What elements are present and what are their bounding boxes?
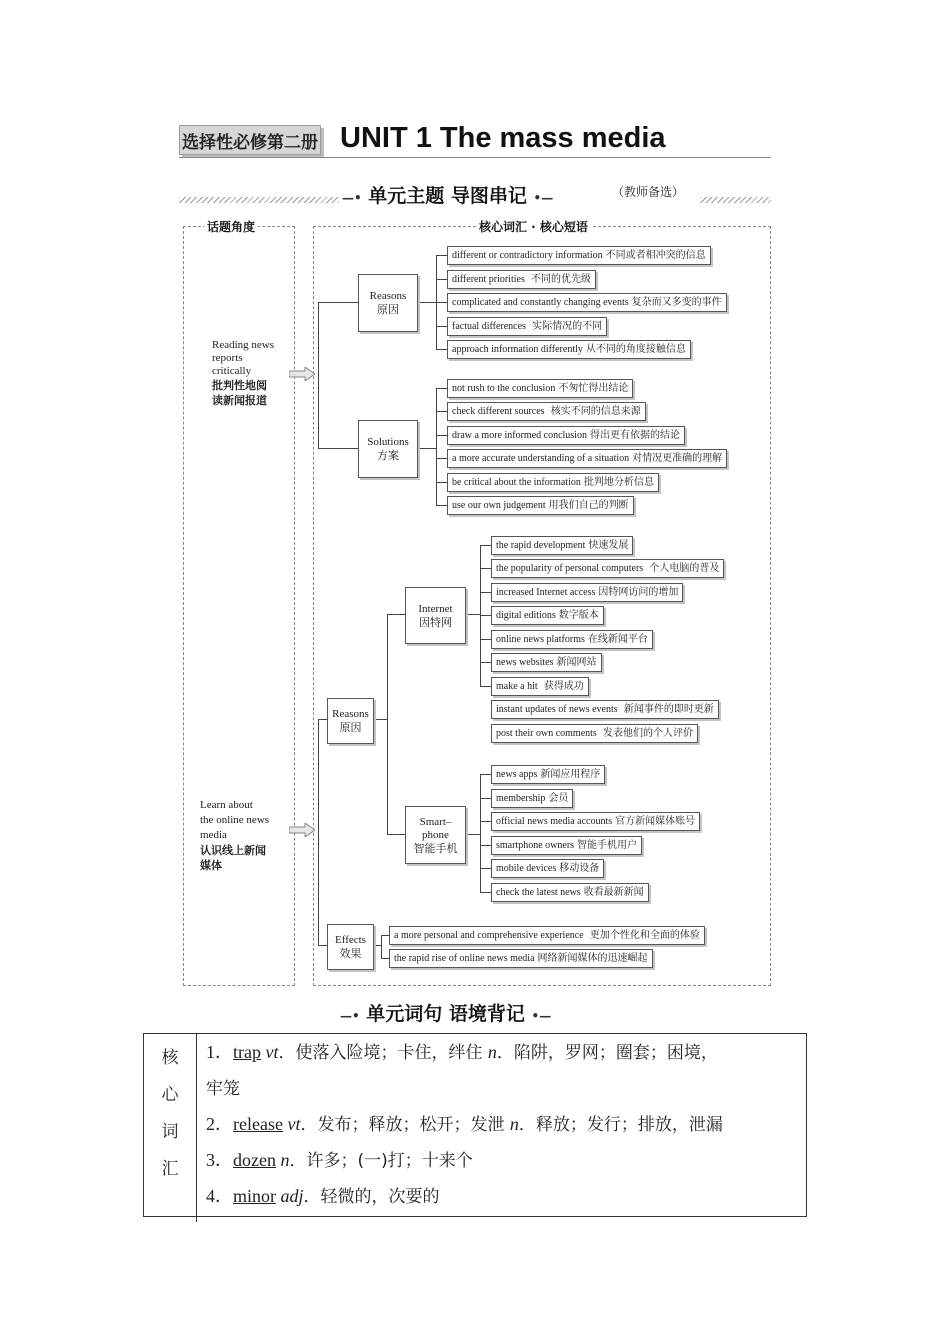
connector — [436, 411, 447, 412]
topic-cn-line: 批判性地阅 — [212, 379, 267, 392]
topic-en-line: media — [200, 829, 227, 841]
leaf-cn: 更加个性化和全面的体验 — [586, 930, 700, 941]
leaf-item — [447, 293, 727, 312]
connector — [436, 326, 447, 327]
entry-definition: ．轻微的，次要的 — [303, 1187, 440, 1207]
leaf-en: different or contradictory information — [452, 250, 603, 261]
entry-pos: n — [487, 1042, 497, 1062]
heading-dot-icon: •— — [531, 1009, 552, 1023]
connector — [372, 719, 387, 720]
leaf-cn: 核实不同的信息来源 — [547, 406, 641, 417]
leaf-en: digital editions — [496, 610, 556, 621]
leaf-en: make a hit — [496, 681, 538, 692]
topic-cn-line: 媒体 — [200, 859, 222, 872]
node-en: Smart– — [419, 815, 452, 828]
leaf-cn: 官方新闻媒体账号 — [615, 816, 696, 827]
leaf-item — [491, 700, 719, 719]
teacher-note: （教师备选） — [612, 185, 685, 199]
connector — [464, 614, 480, 615]
connector — [480, 545, 491, 546]
category-char: 汇 — [161, 1159, 179, 1179]
connector — [480, 892, 491, 893]
connector — [480, 686, 491, 687]
topic-online-news — [200, 798, 269, 873]
leaf-item — [447, 426, 685, 445]
leaf-cn: 批判地分析信息 — [583, 477, 654, 488]
leaf-item — [447, 496, 634, 515]
entry-definition: ．许多；(一)打；十来个 — [289, 1151, 473, 1171]
connector — [480, 774, 491, 775]
leaf-en: not rush to the conclusion — [452, 383, 556, 394]
leaf-en: official news media accounts — [496, 816, 613, 827]
connector — [318, 945, 327, 946]
node-cn: 原因 — [377, 303, 399, 316]
topic-en-line: the online news — [200, 814, 270, 826]
topic-en-line: Learn about — [200, 799, 253, 811]
connector — [480, 639, 491, 640]
leaf-cn: 实际情况的不同 — [528, 321, 603, 332]
connector — [416, 448, 436, 449]
leaf-en: instant updates of news events — [496, 704, 618, 715]
leaf-cn: 新闻网站 — [556, 657, 597, 668]
topic-reading-news — [212, 339, 274, 408]
leaf-en: post their own comments — [496, 728, 597, 739]
heading-dot-icon: •— — [533, 191, 554, 205]
connector — [318, 302, 319, 448]
connector — [480, 568, 491, 569]
connector — [436, 482, 447, 483]
title-rule — [179, 157, 771, 158]
leaf-en: use our own judgement — [452, 500, 546, 511]
connector — [436, 388, 437, 505]
leaf-item — [491, 653, 602, 672]
connector — [436, 458, 447, 459]
leaf-en: the rapid development — [496, 540, 586, 551]
topic-panel-title: 话题角度 — [204, 218, 258, 235]
topic-en-line: critically — [212, 365, 252, 377]
connector — [436, 302, 447, 303]
entry-definition: ．使落入险境；卡住，绊住 — [278, 1043, 488, 1063]
leaf-en: be critical about the information — [452, 477, 581, 488]
connector — [436, 505, 447, 506]
section-heading-mindmap — [342, 181, 553, 208]
leaf-cn: 不同的优先级 — [527, 274, 592, 285]
category-char: 词 — [161, 1122, 179, 1142]
node-cn: 因特网 — [419, 615, 452, 629]
leaf-item — [491, 883, 649, 902]
connector — [318, 719, 327, 720]
node-cn: 方案 — [377, 449, 399, 462]
vocab-entry-continued — [206, 1070, 240, 1108]
connector — [480, 821, 491, 822]
node-solutions — [358, 420, 418, 478]
entry-pos: vt — [265, 1042, 279, 1062]
entry-pos: n — [509, 1114, 519, 1134]
node-en: Internet — [418, 602, 453, 615]
entry-definition: ．释放；发行；排放，泄漏 — [518, 1115, 723, 1135]
leaf-item — [491, 859, 604, 878]
topic-cn-line: 认识线上新闻 — [200, 844, 266, 857]
connector — [381, 958, 389, 959]
node-en: Reasons — [332, 708, 369, 720]
connector — [436, 388, 447, 389]
node-en: phone — [422, 828, 449, 841]
category-char: 核 — [161, 1048, 179, 1068]
node-reasons-online — [327, 698, 374, 744]
leaf-item — [491, 724, 698, 743]
heading-dot-icon: —• — [342, 191, 362, 205]
leaf-item — [491, 583, 683, 602]
connector — [387, 834, 405, 835]
leaf-cn: 得出更有依据的结论 — [589, 430, 680, 441]
leaf-cn: 获得成功 — [540, 681, 584, 692]
leaf-item — [447, 379, 633, 398]
connector — [318, 719, 319, 945]
vocab-panel-title: 核心词汇 · 核心短语 — [476, 218, 591, 235]
entry-number: 1． — [206, 1042, 233, 1062]
leaf-item — [447, 340, 691, 359]
vocab-entry — [206, 1142, 473, 1180]
node-en: Reasons — [369, 290, 407, 302]
entry-number: 3． — [206, 1150, 233, 1170]
leaf-cn: 快速发展 — [588, 540, 629, 551]
leaf-item — [447, 449, 727, 468]
leaf-cn: 用我们自己的判断 — [548, 500, 629, 511]
leaf-item — [491, 677, 589, 696]
leaf-item — [447, 473, 659, 492]
leaf-item — [447, 246, 711, 265]
leaf-cn: 从不同的角度接触信息 — [585, 344, 686, 355]
connector — [381, 935, 382, 958]
arrow-right-icon — [289, 367, 315, 381]
leaf-cn: 网络新闻媒体的迅速崛起 — [537, 953, 648, 964]
leaf-en: a more accurate understanding of a situation — [452, 453, 630, 464]
node-cn: 原因 — [339, 721, 362, 734]
leaf-en: online news platforms — [496, 634, 585, 645]
leaf-en: complicated and constantly changing events — [452, 297, 629, 308]
leaf-cn: 对情况更准确的理解 — [632, 453, 723, 464]
leaf-cn: 会员 — [548, 793, 569, 804]
node-en: Effects — [335, 934, 366, 946]
node-internet — [405, 587, 466, 644]
node-cn: 智能手机 — [413, 841, 458, 855]
entry-pos: vt — [287, 1114, 301, 1134]
vocab-category — [144, 1034, 197, 1222]
leaf-en: the rapid rise of online news media — [394, 953, 535, 964]
topic-cn-line: 读新闻报道 — [212, 394, 267, 407]
leaf-item — [389, 926, 705, 945]
connector — [480, 662, 491, 663]
leaf-item — [491, 536, 633, 555]
connector — [480, 845, 491, 846]
leaf-en: different priorities — [452, 274, 525, 285]
entry-word: minor — [233, 1186, 276, 1206]
leaf-en: check the latest news — [496, 887, 581, 898]
entry-pos: adj — [280, 1186, 304, 1206]
leaf-cn: 复杂而又多变的事件 — [631, 297, 722, 308]
leaf-cn: 数字版本 — [558, 610, 599, 621]
hatch-right-1 — [700, 197, 771, 203]
leaf-item — [447, 317, 607, 336]
connector — [480, 868, 491, 869]
leaf-item — [447, 270, 596, 289]
entry-definition: ．陷阱，罗网；圈套；困境， — [496, 1043, 718, 1063]
leaf-cn: 个人电脑的普及 — [646, 563, 720, 574]
entry-definition: 牢笼 — [206, 1079, 240, 1099]
unit-title: UNIT 1 The mass media — [340, 122, 666, 154]
entry-definition: ．发布；释放；松开；发泄 — [300, 1115, 510, 1135]
leaf-en: approach information differently — [452, 344, 583, 355]
node-smartphone — [405, 806, 466, 864]
topic-en-line: Reading news — [212, 339, 275, 351]
leaf-item — [491, 630, 653, 649]
topic-en-line: reports — [212, 352, 243, 364]
connector — [318, 302, 358, 303]
connector — [480, 774, 481, 892]
arrow-right-icon — [289, 823, 315, 837]
entry-word: trap — [233, 1042, 261, 1062]
leaf-en: increased Internet access — [496, 587, 596, 598]
leaf-en: smartphone owners — [496, 840, 575, 851]
leaf-cn: 发表他们的个人评价 — [599, 728, 694, 739]
entry-word: dozen — [233, 1150, 276, 1170]
connector — [436, 279, 447, 280]
leaf-cn: 收看最新新闻 — [583, 887, 644, 898]
leaf-cn: 不同或者相冲突的信息 — [605, 250, 706, 261]
vocab-entry — [206, 1178, 440, 1216]
category-char: 心 — [161, 1085, 179, 1105]
leaf-cn: 移动设备 — [559, 863, 600, 874]
connector — [480, 798, 491, 799]
leaf-en: a more personal and comprehensive experience — [394, 930, 584, 941]
leaf-en: factual differences — [452, 321, 526, 332]
leaf-item — [491, 606, 604, 625]
vocab-entry — [206, 1034, 718, 1072]
leaf-item — [491, 812, 700, 831]
section-title: 单元主题 导图串记 — [368, 185, 527, 207]
leaf-cn: 因特网访问的增加 — [598, 587, 679, 598]
node-cn: 效果 — [339, 947, 362, 960]
connector — [436, 349, 447, 350]
heading-dot-icon: —• — [340, 1009, 360, 1023]
node-effects — [327, 924, 374, 970]
entry-number: 4． — [206, 1186, 233, 1206]
leaf-item — [447, 402, 646, 421]
series-tag: 选择性必修第二册 — [179, 125, 321, 155]
leaf-en: mobile devices — [496, 863, 557, 874]
leaf-cn: 新闻事件的即时更新 — [620, 704, 714, 715]
entry-word: release — [233, 1114, 283, 1134]
vocab-entry — [206, 1106, 723, 1144]
leaf-item — [491, 765, 605, 784]
leaf-en: news apps — [496, 769, 538, 780]
connector — [464, 834, 480, 835]
leaf-item — [491, 559, 724, 578]
leaf-item — [491, 789, 573, 808]
entry-pos: n — [280, 1150, 290, 1170]
leaf-en: check different sources — [452, 406, 545, 417]
leaf-en: the popularity of personal computers — [496, 563, 644, 574]
connector — [381, 935, 389, 936]
node-en: Solutions — [367, 436, 409, 448]
leaf-cn: 新闻应用程序 — [540, 769, 601, 780]
hatch-left-1 — [179, 197, 339, 203]
leaf-item — [491, 836, 642, 855]
connector — [318, 448, 358, 449]
leaf-cn: 不匆忙得出结论 — [558, 383, 629, 394]
connector — [387, 614, 388, 834]
section-heading-vocab — [340, 999, 551, 1026]
connector — [436, 255, 447, 256]
connector — [480, 615, 491, 616]
section-title: 单元词句 语境背记 — [366, 1003, 525, 1025]
leaf-cn: 智能手机用户 — [577, 840, 638, 851]
connector — [416, 302, 436, 303]
leaf-cn: 在线新闻平台 — [587, 634, 648, 645]
connector — [480, 592, 491, 593]
connector — [436, 435, 447, 436]
leaf-item — [389, 949, 653, 968]
leaf-en: draw a more informed conclusion — [452, 430, 587, 441]
vocab-table — [143, 1033, 807, 1217]
node-reasons — [358, 274, 418, 332]
connector — [387, 614, 405, 615]
entry-number: 2． — [206, 1114, 233, 1134]
leaf-en: membership — [496, 793, 546, 804]
leaf-en: news websites — [496, 657, 554, 668]
